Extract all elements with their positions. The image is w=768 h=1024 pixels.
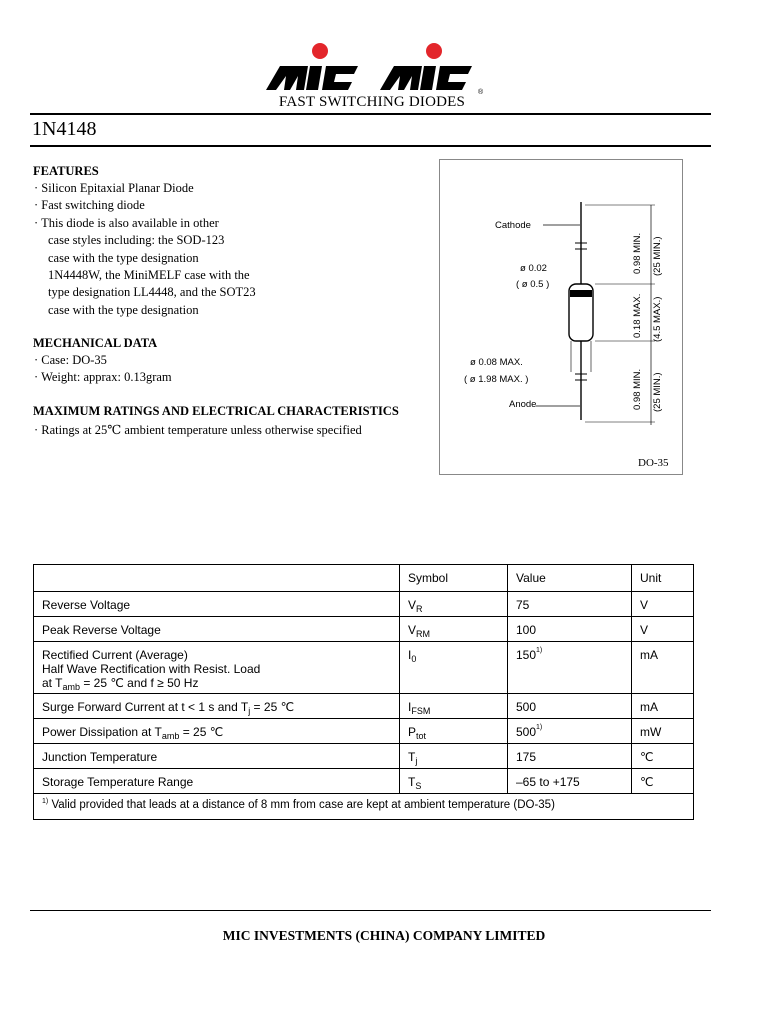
value-cell: 500$^{1)}$	[508, 719, 632, 744]
header-rule-top	[30, 113, 711, 115]
list-item-continuation: case with the type designation	[48, 250, 199, 265]
logo-letter-i-left	[306, 66, 322, 90]
param-cell: Junction Temperature	[34, 744, 400, 769]
header-parameter	[34, 565, 400, 592]
ratings-title: MAXIMUM RATINGS AND ELECTRICAL CHARACTERISTICS	[33, 404, 399, 418]
header-unit: Unit	[632, 565, 694, 592]
symbol-cell: $T_S$	[400, 769, 508, 794]
cathode-label: Cathode	[495, 220, 531, 231]
list-item: · Ratings at 25℃ ambient temperature unless otherwise specified	[34, 423, 362, 437]
cathode-band	[570, 290, 592, 297]
product-tagline: FAST SWITCHING DIODES	[278, 94, 466, 110]
features-title: FEATURES	[33, 164, 99, 178]
value-cell: 75	[508, 592, 632, 617]
registered-mark: ®	[478, 89, 484, 96]
body-diameter-mm: ( ø 1.98 MAX. )	[464, 374, 529, 385]
body-diameter-in: ø 0.08 MAX.	[470, 357, 523, 368]
table-row	[34, 617, 694, 642]
company-logo	[262, 42, 490, 112]
logo-letter-c-left	[322, 66, 358, 90]
unit-cell: mA	[632, 642, 694, 694]
list-item: · Silicon Epitaxial Planar Diode	[34, 181, 194, 195]
list-item: · This diode is also available in other	[34, 215, 219, 230]
lead-diameter-in: ø 0.02	[520, 263, 547, 274]
list-item: · Weight: apprax: 0.13gram	[34, 370, 172, 385]
footer-company-name: MIC INVESTMENTS (CHINA) COMPANY LIMITED	[222, 928, 546, 943]
unit-cell: V	[632, 592, 694, 617]
list-item-continuation: case styles including: the SOD-123	[48, 233, 225, 248]
list-item: · Case: DO-35	[34, 353, 107, 367]
symbol-cell: $I_0$	[400, 642, 508, 694]
table-header-row	[34, 565, 694, 592]
dim-mid-in: 0.18 MAX.	[632, 293, 643, 338]
value-cell: 100	[508, 617, 632, 642]
table-footnote-row	[34, 794, 694, 820]
unit-cell: mW	[632, 719, 694, 744]
mechanical-list	[34, 352, 172, 387]
unit-cell: ℃	[632, 744, 694, 769]
logo-letter-i-right	[420, 66, 436, 90]
header-symbol: Symbol	[400, 565, 508, 592]
table-row	[34, 592, 694, 617]
param-cell: Rectified Current (Average) Half Wave Rectification with Resist. Load at $T_{amb} = 25$ ℃ and f ≥ 50 Hz	[34, 642, 400, 694]
table-row	[34, 694, 694, 719]
value-cell: 150$^{1)}$	[508, 642, 632, 694]
table-row	[34, 719, 694, 744]
logo-letter-m-right	[380, 66, 422, 90]
lead-diameter-mm: ( ø 0.5 )	[516, 279, 550, 290]
package-diagram	[439, 159, 683, 475]
param-cell: Surge Forward Current at t < 1 s and $T_j = 25$ ℃	[34, 694, 400, 719]
param-cell: Reverse Voltage	[34, 592, 400, 617]
symbol-cell: $I_{FSM}$	[400, 694, 508, 719]
table-row	[34, 642, 694, 694]
symbol-cell: $P_{tot}$	[400, 719, 508, 744]
logo-dot-left	[312, 43, 328, 59]
symbol-cell: $T_j$	[400, 744, 508, 769]
param-cell: Power Dissipation at $T_{amb} = 25$ ℃	[34, 719, 400, 744]
list-item-continuation: type designation LL4448, and the SOT23	[48, 285, 256, 300]
list-item-continuation: 1N4448W, the MiniMELF case with the	[48, 268, 250, 283]
dim-bot-in: 0.98 MIN.	[632, 368, 643, 410]
ratings-note-list	[34, 422, 362, 439]
package-label: DO-35	[638, 457, 669, 469]
list-item: · Fast switching diode	[34, 198, 145, 213]
table-row	[34, 769, 694, 794]
value-cell: 175	[508, 744, 632, 769]
footnote-cell: $^{1)}$ Valid provided that leads at a distance of 8 mm from case are kept at ambient temperature (DO-35)	[34, 794, 694, 820]
dim-top-mm: (25 MIN.)	[652, 236, 663, 276]
value-cell: 500	[508, 694, 632, 719]
symbol-cell: $V_R$	[400, 592, 508, 617]
unit-cell: ℃	[632, 769, 694, 794]
do35-drawing	[440, 160, 684, 476]
logo-dot-right	[426, 43, 442, 59]
header-rule-bottom	[30, 145, 711, 147]
table-row	[34, 744, 694, 769]
logo-letter-m-left	[266, 66, 308, 90]
list-item-continuation: case with the type designation	[48, 302, 199, 317]
mechanical-title: MECHANICAL DATA	[33, 336, 158, 350]
dim-top-in: 0.98 MIN.	[632, 232, 643, 274]
logo-letter-c-right	[436, 66, 472, 90]
dim-bot-mm: (25 MIN.)	[652, 372, 663, 412]
mic-logo-graphic	[262, 42, 490, 98]
unit-cell: mA	[632, 694, 694, 719]
part-number: 1N4148	[32, 118, 97, 140]
dim-mid-mm: (4.5 MAX.)	[652, 296, 663, 342]
param-cell: Storage Temperature Range	[34, 769, 400, 794]
anode-label: Anode	[509, 399, 537, 410]
value-cell: –65 to +175	[508, 769, 632, 794]
ratings-table	[33, 564, 694, 820]
features-list	[34, 180, 256, 319]
unit-cell: V	[632, 617, 694, 642]
footer-rule	[30, 910, 711, 911]
param-cell: Peak Reverse Voltage	[34, 617, 400, 642]
header-value: Value	[508, 565, 632, 592]
symbol-cell: $V_{RM}$	[400, 617, 508, 642]
